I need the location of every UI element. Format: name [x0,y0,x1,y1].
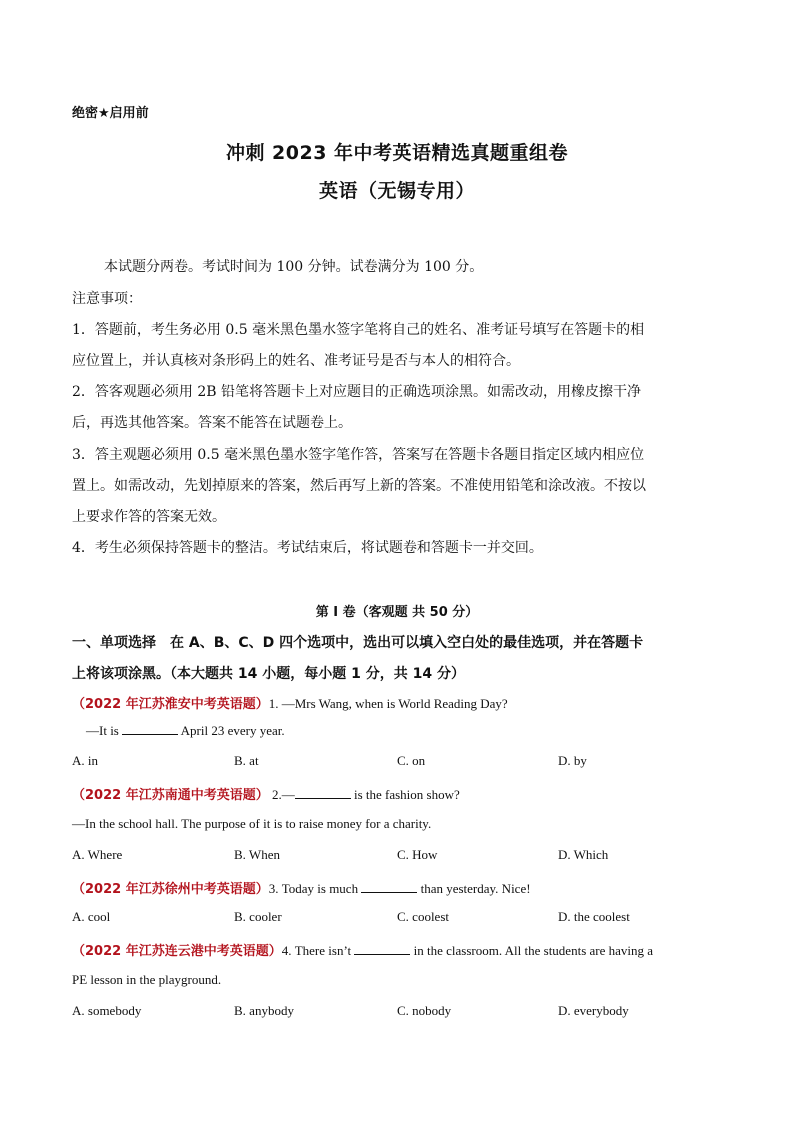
part-title-line-2: 上将该项涂黑。（本大题共 14 小题，每小题 1 分，共 14 分） [72,666,465,682]
q4-option-a[interactable]: A. somebody [72,1003,142,1018]
question-text: is the fashion show? [350,787,460,802]
notice-item-3-line-3: 上要求作答的答案无效。 [72,509,226,525]
answer-blank[interactable] [354,942,410,955]
question-text: April 23 every year. [178,723,285,738]
q4-option-c[interactable]: C. nobody [397,1003,452,1018]
q1-option-a[interactable]: A. in [72,753,98,768]
question-text: in the classroom. All the students are having a [410,943,654,958]
part-title-line-1: 一、单项选择 在 A、B、C、D 四个选项中，选出可以填入空白处的最佳选项，并在答题卡 [72,635,644,651]
q3-option-a[interactable]: A. cool [72,909,111,924]
q2-option-b[interactable]: B. When [234,847,280,862]
answer-blank[interactable] [361,880,417,893]
q4-option-d[interactable]: D. everybody [558,1003,629,1018]
secret-label: 绝密★启用前 [72,106,149,121]
notice-item-1-line-1: 1．答题前，考生务必用 0.5 毫米黑色墨水签字笔将自己的姓名、准考证号填写在答题卡的相 [72,322,645,338]
answer-blank[interactable] [295,786,351,799]
q3-option-d[interactable]: D. the coolest [558,909,630,924]
q1-option-b[interactable]: B. at [234,753,259,768]
notice-item-1-line-2: 应位置上，并认真核对条形码上的姓名、准考证号是否与本人的相符合。 [72,353,520,369]
notice-item-4-line-1: 4．考生必须保持答题卡的整洁。考试结束后，将试题卷和答题卡一并交回。 [72,540,543,556]
question-text: 4. There isn’t [281,943,355,958]
question-4 [72,940,653,959]
q2-option-a[interactable]: A. Where [72,847,123,862]
question-1-line-2 [86,722,285,739]
question-stem: 1. —Mrs Wang, when is World Reading Day? [268,696,508,711]
question-text: than yesterday. Nice! [417,881,531,896]
q2-option-c[interactable]: C. How [397,847,438,862]
question-text: 3. Today is much [268,881,362,896]
intro-text: 本试题分两卷。考试时间为 100 分钟。试卷满分为 100 分。 [104,259,484,275]
question-source: （2022 年江苏连云港中考英语题） [72,944,282,959]
question-source: （2022 年江苏徐州中考英语题） [72,882,269,897]
question-2 [72,784,460,803]
q3-option-b[interactable]: B. cooler [234,909,282,924]
notice-item-3-line-1: 3．答主观题必须用 0.5 毫米黑色墨水签字笔作答，答案写在答题卡各题目指定区域内相应位 [72,447,645,463]
exam-title: 冲刺 2023 年中考英语精选真题重组卷 [225,142,569,164]
q3-option-c[interactable]: C. coolest [397,909,449,924]
question-text: 2.— [268,787,295,802]
q4-option-b[interactable]: B. anybody [234,1003,294,1018]
question-source: （2022 年江苏淮安中考英语题） [72,697,269,712]
exam-subtitle: 英语（无锡专用） [318,180,475,202]
notice-item-3-line-2: 置上。如需改动，先划掉原来的答案，然后再写上新的答案。不准使用铅笔和涂改液。不按以 [72,478,646,494]
question-text: —It is [86,723,123,738]
notice-item-2-line-2: 后，再选其他答案。答案不能答在试题卷上。 [72,415,352,431]
section-title: 第 I 卷（客观题 共 50 分） [315,605,479,620]
q1-option-c[interactable]: C. on [397,753,426,768]
question-1 [72,693,508,712]
question-source: （2022 年江苏南通中考英语题） [72,788,269,803]
notice-item-2-line-1: 2．答客观题必须用 2B 铅笔将答题卡上对应题目的正确选项涂黑。如需改动，用橡皮擦干净 [72,384,642,400]
answer-blank[interactable] [122,722,178,735]
question-3 [72,878,531,897]
question-4-line-2: PE lesson in the playground. [72,972,222,987]
notice-heading: 注意事项： [72,291,142,307]
question-2-line-2: —In the school hall. The purpose of it is to raise money for a charity. [72,816,432,831]
q2-option-d[interactable]: D. Which [558,847,609,862]
q1-option-d[interactable]: D. by [558,753,587,768]
